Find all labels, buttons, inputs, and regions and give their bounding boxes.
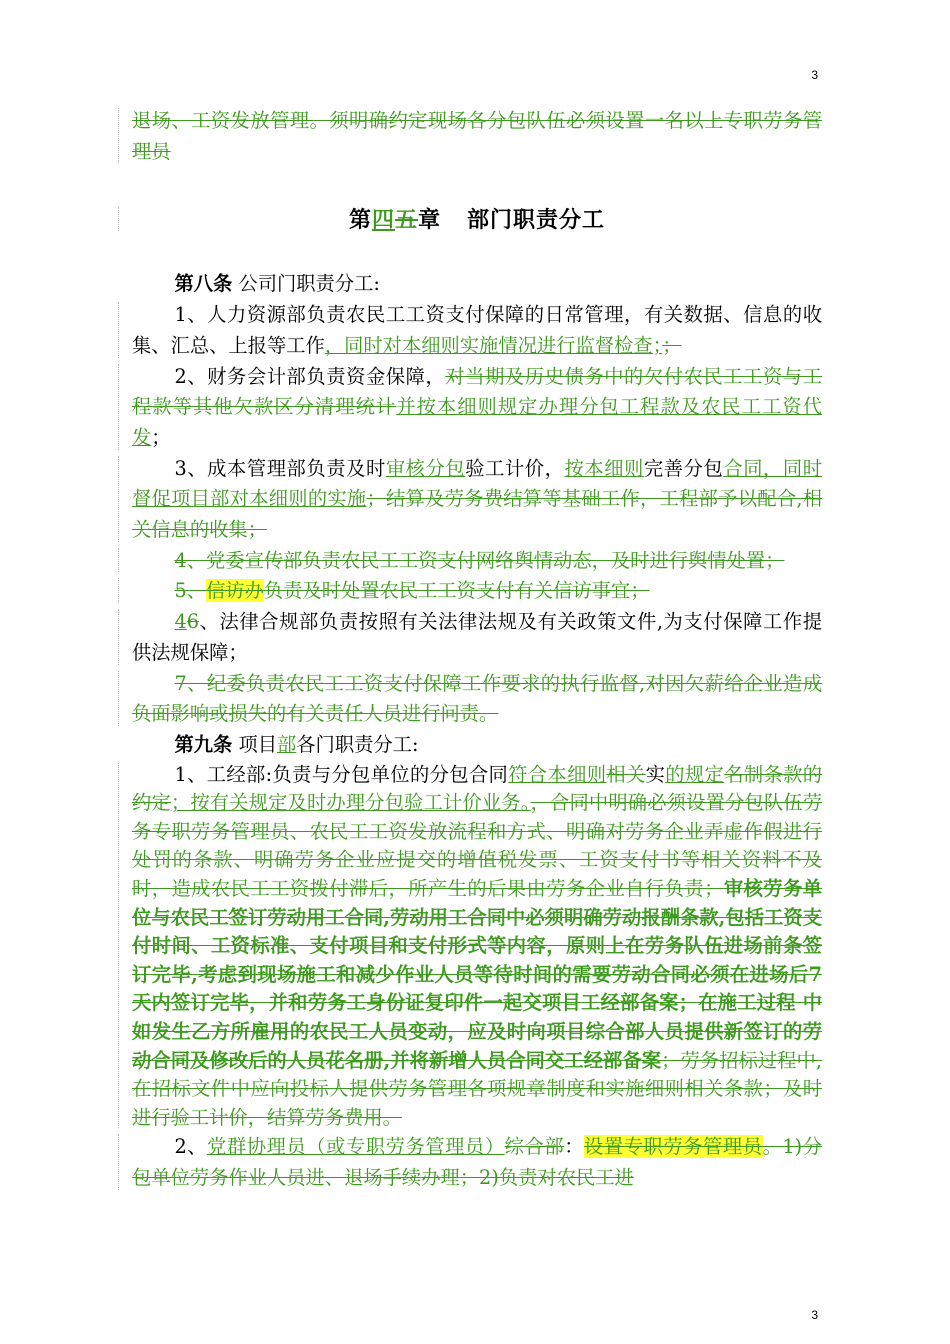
paragraph-8-7 — [132, 669, 822, 730]
deleted-text: 五 — [394, 207, 418, 234]
deleted-text: ；结算及劳务费结算等基础工作，工程部予以配合,相关信息的收集； — [132, 487, 822, 542]
body-text: 完善分包 — [643, 456, 724, 480]
inserted-text: 部 — [277, 732, 297, 756]
paragraph-8-1 — [132, 300, 822, 361]
body-text: 验工计价， — [465, 456, 565, 480]
body-text: 2、 — [174, 1135, 208, 1159]
inserted-text: 四 — [371, 207, 395, 234]
heading-suffix: 章 — [418, 207, 442, 234]
page-number-bottom: 3 — [811, 1308, 818, 1322]
inserted-text: 并按本细则规定办理分包工程款及农民工工资代发 — [132, 395, 823, 449]
highlighted-deleted-text: 设置专职劳务管理员 — [584, 1135, 763, 1159]
paragraph-continued — [132, 106, 822, 167]
inserted-text: 按本细则 — [564, 456, 644, 480]
deleted-text: 4、党委宣传部负责农民工工资支付网络舆情动态，及时进行舆情处置； — [174, 548, 785, 572]
body-text: 2、财务会计部负责资金保障， — [174, 364, 446, 388]
article-text: 各门职责分工: — [296, 732, 419, 756]
deleted-text: 综合部 — [504, 1135, 565, 1159]
paragraph-8-6 — [132, 607, 822, 668]
deleted-text: 6 — [186, 610, 200, 634]
body-text: 实 — [645, 762, 666, 786]
inserted-text: 合同，同时督促项目部对本细则的实施 — [132, 456, 823, 511]
article-label: 第九条 — [174, 732, 233, 756]
article-text: 项目 — [238, 732, 277, 756]
article-label: 第八条 — [174, 272, 233, 296]
inserted-text: ，同时对本细则实施情况进行监督检查； — [324, 333, 663, 357]
body-text: ： — [564, 1135, 585, 1159]
body-text: 1、工经部:负责与分包单位的分包合同 — [174, 762, 509, 786]
deleted-text: 5、 — [174, 579, 207, 603]
paragraph-9-2 — [132, 1132, 822, 1193]
body-text: 、法律合规部负责按照有关法律法规及有关政策文件,为支付保障工作提供法规保障； — [132, 610, 822, 664]
inserted-text: 审核分包 — [385, 456, 466, 480]
paragraph-8-3 — [132, 454, 822, 546]
paragraph-8-5 — [132, 576, 822, 607]
inserted-text: 的规定 — [665, 762, 725, 786]
paragraph-9-1 — [132, 761, 822, 1133]
deleted-text: ，合同中明确必须设置分包队伍劳务专职劳务管理员、农民工工资发放流程和方式、明确对劳务企业弄虚作假进行处罚的条款、明确劳务企业应提交的增值税发票、工资支付书等相关资料不及时，造成农民工工资拨付滞后，所产生的后果由劳务企业自行负责； — [132, 791, 823, 901]
deleted-text: 。1)分包单位劳务作业人员进、退场手续办理；2)负责对农民工进 — [132, 1135, 823, 1190]
page-number-top: 3 — [811, 68, 818, 82]
paragraph-8-2 — [132, 362, 822, 454]
deleted-text: 相关 — [606, 762, 646, 786]
body-text: 1、人力资源部负责农民工工资支付保障的日常管理，有关数据、信息的收集、汇总、上报等工作 — [132, 303, 822, 357]
paragraph-8-4 — [132, 546, 822, 577]
deleted-text: 7、纪委负责农民工工资支付保障工作要求的执行监督,对因欠薪给企业造成负面影响或损失的有关责任人员进行问责。 — [132, 671, 822, 726]
inserted-text: 4 — [174, 610, 187, 634]
highlighted-deleted-text: 信访办 — [206, 579, 264, 603]
heading-prefix: 第 — [348, 207, 372, 234]
deleted-text: 退场、工资发放管理。须明确约定现场各分包队伍必须设置一名以上专职劳务管理员 — [132, 109, 822, 163]
article-text: 公司门职责分工: — [238, 272, 380, 296]
deleted-text: ；劳务招标过程中,在招标文件中应向投标人提供劳务管理各项规章制度和实施细则相关条款；及时进行验工计价，结算劳务费用。 — [132, 1048, 822, 1129]
deleted-text: 名制条款的约定 — [132, 762, 823, 815]
inserted-text: ；按有关规定及时办理分包验工计价业务。 — [170, 791, 531, 815]
deleted-text: ； — [662, 333, 682, 357]
article-8-heading — [132, 269, 822, 300]
document-body — [132, 106, 822, 1194]
heading-title: 部门职责分工 — [467, 207, 606, 234]
body-text: 3、成本管理部负责及时 — [174, 456, 386, 480]
article-9-heading — [132, 730, 822, 761]
deleted-bold-text: 审核劳务单位与农民工签订劳动用工合同,劳动用工合同中必须明确劳动报酬条款,包括工资支付时间、工资标准、支付项目和支付形式等内容，原则上在劳务队伍进场前条签订完毕,考虑到现场施工和减少作业人员等待时间的需要劳动合同必须在进场后7天内签订完毕，并和劳务工身份证复印件一起交项目工经部备案；在施工过程 中如发生乙方所雇用的农民工人员变动，应及时向项目综合部人员提供新签订的劳动合同及修改后的人员花名册,并将新增人员合同交工经部备案 — [132, 877, 823, 1072]
deleted-text: 负责及时处置农民工工资支付有关信访事宜； — [263, 579, 650, 603]
body-text: ； — [151, 425, 171, 449]
inserted-text: 党群协理员（或专职劳务管理员） — [207, 1135, 505, 1159]
inserted-text: 符合本细则 — [508, 762, 607, 786]
deleted-text: 对当期及历史债务中的欠付农民工工资与工程款等其他欠款区分清理统计 — [132, 364, 822, 419]
chapter-heading — [132, 205, 822, 235]
